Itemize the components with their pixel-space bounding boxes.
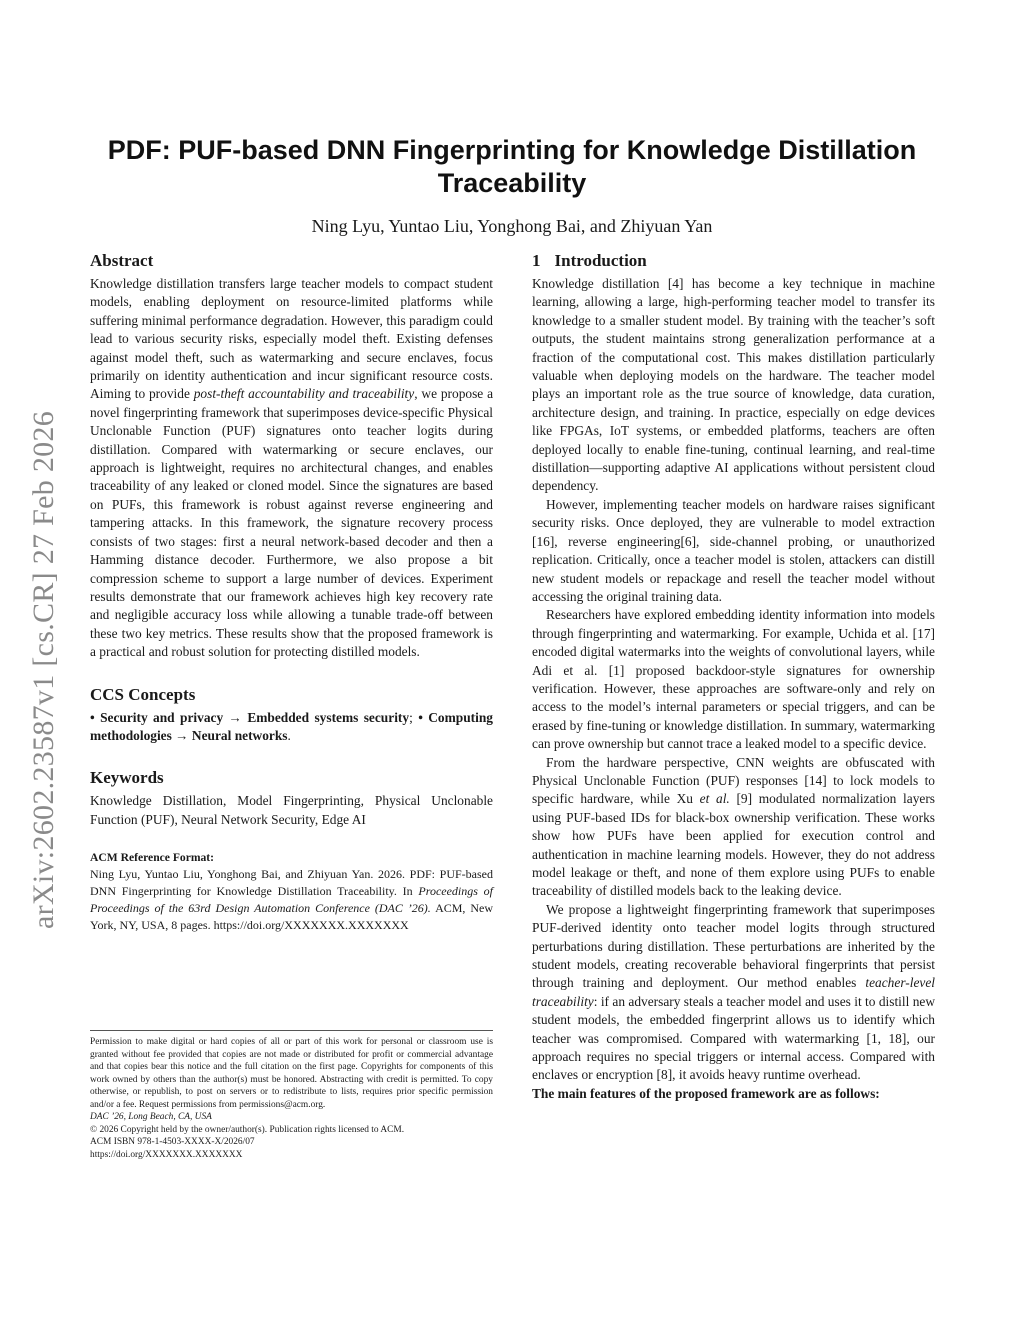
ccs-concepts-section [90, 684, 493, 746]
introduction-heading: 1 Introduction [532, 251, 647, 270]
keywords-text: Knowledge Distillation, Model Fingerprinting, Physical Unclonable Function (PUF), Neural Network Security, Edge AI [90, 793, 493, 827]
paper-title: PDF: PUF-based DNN Fingerprinting for Knowledge Distillation Traceability [107, 135, 917, 198]
venue-line: DAC ’26, Long Beach, CA, USA [90, 1112, 212, 1122]
left-column [90, 250, 493, 934]
doi-line: https://doi.org/XXXXXXX.XXXXXXX [90, 1149, 243, 1160]
copyright-line: © 2026 Copyright held by the owner/author(s). Publication rights licensed to ACM. [90, 1124, 405, 1135]
permission-text: Permission to make digital or hard copies of all or part of this work for personal or classroom use is granted without fee provided that copies are not made or distributed for profit or commercial advantage and that copies bear this notice and the full citation on the first page. Copyrights for components of this work owned by others than the author(s) must be honored. Abstracting with credit is permitted. To copy otherwise, or republish, to post on servers or to redistribute to lists, requires prior specific permission and/or a fee. Request permissions from permissions@acm.org. [90, 1037, 493, 1110]
ccs-heading: CCS Concepts [90, 684, 196, 704]
arxiv-stamp [24, 375, 64, 965]
ccs-text: • Security and privacy → Embedded systems security; • Computing methodologies → Neural networks. [90, 709, 493, 743]
features-lead-in: The main features of the proposed framework are as follows: [532, 1085, 880, 1101]
keywords-section [90, 767, 493, 829]
abstract-text: Knowledge distillation transfers large teacher models to compact student models, enabling deployment on resource-limited platforms while suffering minimal performance degradation. However, this paradigm could lead to various security risks, especially model theft. Existing defenses against model theft, such as watermarking and secure enclaves, focus primarily on identity authentication and incur significant resource costs. Aiming to provide post-theft accountability and traceability, we propose a novel fingerprinting framework that superimposes device-specific Physical Unclonable Function (PUF) signatures onto teacher logits during distillation. Compared with watermarking or secure enclaves, our approach is lightweight, requires no architectural changes, and enables traceability of any leaked or cloned model. Since the signatures are based on PUFs, this framework is robust against reverse engineering and tampering attacks. In this framework, the signature recovery process consists of two stages: first a neural network-based decoder and then a Hamming distance decoder. Furthermore, we also propose a bit compression scheme to support a large number of devices. Experiment results demonstrate that our framework achieves high key recovery rate and negligible accuracy loss while allowing a tunable trade-off between these two key metrics. These results show that the proposed framework is a practical and robust solution for protecting distilled models. [90, 276, 494, 660]
acm-reference-section [90, 849, 493, 934]
arxiv-stamp-text: arXiv:2602.23587v1 [cs.CR] 27 Feb 2026 [27, 410, 60, 930]
author-list: Ning Lyu, Yuntao Liu, Yonghong Bai, and Zhiyuan Yan [311, 216, 713, 236]
right-column [532, 250, 935, 1103]
isbn-line: ACM ISBN 978-1-4503-XXXX-X/2026/07 [90, 1137, 255, 1147]
acm-reference-text: Ning Lyu, Yuntao Liu, Yonghong Bai, and Zhiyuan Yan. 2026. PDF: PUF-based DNN Fingerprinting for Knowledge Distillation Traceability. In Proceedings of Proceedings of the 63rd Design Automation Conference (DAC ’26). ACM, New York, NY, USA, 8 pages. https://doi.org/XXXXXXX.XXXXXXX [90, 867, 494, 933]
intro-paragraph-5: We propose a lightweight fingerprinting framework that superimposes PUF-derived identity onto teacher model logits through structured perturbations during distillation. These perturbations are inherited by the student models, creating recoverable behavioral fingerprints that persist through training and deployment. Our method enables teacher-level traceability: if an adversary steals a teacher model and uses it to distill new student models, the embedded fingerprint allows us to identify which teacher was compromised. Compared with watermarking [1, 18], our approach requires no special triggers or internal access. Compared with enclaves or encryption [8], it avoids heavy runtime overhead. [532, 901, 935, 1083]
intro-paragraph-3: Researchers have explored embedding identity information into models through fingerprinting and watermarking. For example, Uchida et al. [17] encoded digital watermarks into the weights of convolutional layers, while Adi et al. [1] proposed backdoor-style signatures for ownership verification. However, these approaches are software-only and rely on access to the model’s internal parameters or special triggers, and can be erased by fine-tuning or knowledge distillation. In summary, watermarking can prove ownership but cannot trace a leaked model to a specific device. [532, 607, 935, 752]
intro-paragraph-4: From the hardware perspective, CNN weights are obfuscated with Physical Unclonable Function (PUF) responses [14] to lock models to specific hardware, while Xu et al. [9] modulated normalization layers using PUF-based IDs for black-box ownership verification. These works show how PUFs have been applied for execution control and authentication in machine learning models. However, they do not address model leakage or theft, and none of them explore using PUFs to enable traceability of distilled models back to the leaking device. [532, 754, 935, 899]
abstract-section [90, 250, 493, 662]
permission-footnote [90, 1030, 493, 1161]
abstract-heading: Abstract [90, 251, 154, 270]
intro-paragraph-2: However, implementing teacher models on hardware raises significant security risks. Once deployed, they are vulnerable to model extraction [16], reverse engineering[6], side-channel probing, or unauthorized replication. Critically, once a teacher model is stolen, attackers can distill new student models or repackage and resell the teacher model without accessing the original training data. [532, 496, 935, 604]
acm-reference-heading: ACM Reference Format: [90, 851, 215, 865]
keywords-heading: Keywords [90, 768, 164, 788]
intro-paragraph-1: Knowledge distillation [4] has become a key technique in machine learning, allowing a large, high-performing teacher model to transfer its knowledge to a smaller student model. By training with the teacher’s soft outputs, the student maintains strong generalization performance at a fraction of the computational cost. This makes distillation particularly valuable when deploying models on the hardware. The teacher model plays an important role as the true source of knowledge, data curation, architecture design, and training. In practice, especially on edge devices like FPGAs, IoT systems, or embedded platforms, teachers are often deployed locally to enable fine-tuning, continual learning, and real-time distillation—supporting adaptive AI applications without persistent cloud dependency. [532, 276, 935, 494]
